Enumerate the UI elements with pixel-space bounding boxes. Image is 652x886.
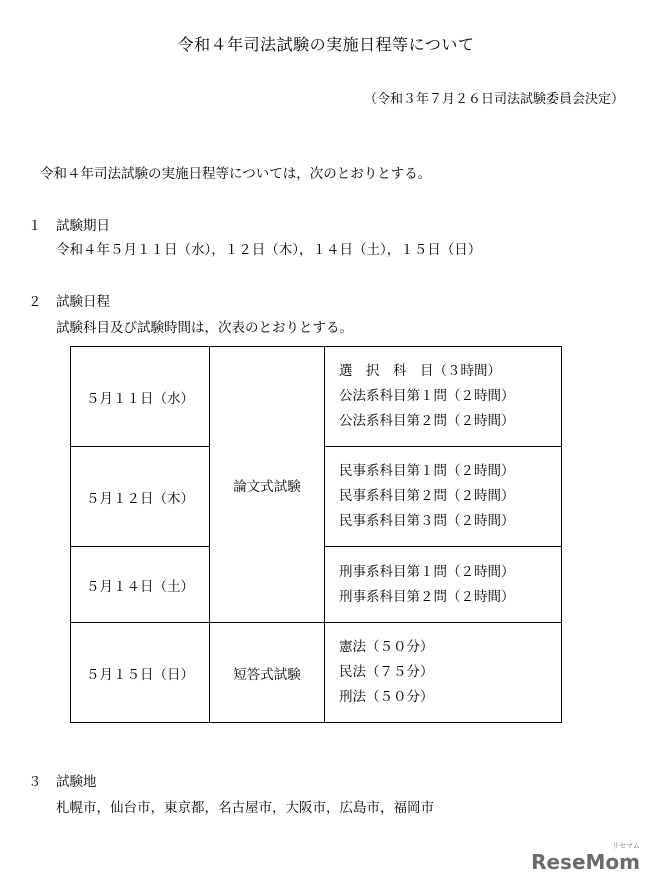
exam-date: ５月１２日（木） bbox=[71, 447, 210, 547]
subject-item: 民法（７５分） bbox=[339, 664, 434, 680]
section-3-number: ３ bbox=[28, 774, 42, 790]
exam-type-short-answer: 短答式試験 bbox=[210, 623, 325, 723]
subject-list bbox=[325, 547, 562, 623]
exam-date: ５月１１日（水） bbox=[71, 347, 210, 447]
subject-list bbox=[325, 623, 562, 723]
subject-item: 公法系科目第１問（２時間） bbox=[339, 388, 515, 404]
document-title: 令和４年司法試験の実施日程等について bbox=[177, 35, 475, 54]
subject-item: 民事系科目第２問（２時間） bbox=[339, 488, 515, 504]
decision-note: （令和３年７月２６日司法試験委員会決定） bbox=[363, 92, 624, 107]
subject-list bbox=[325, 347, 562, 447]
subject-list bbox=[325, 447, 562, 547]
logo-text: ReseMom bbox=[531, 850, 640, 874]
subject-item: 刑法（５０分） bbox=[339, 689, 434, 705]
exam-date: ５月１４日（土） bbox=[71, 547, 210, 623]
section-3-body: 札幌市，仙台市，東京都，名古屋市，大阪市，広島市，福岡市 bbox=[56, 800, 434, 816]
subject-item: 選 択 科 目（３時間） bbox=[339, 363, 501, 379]
subject-item: 公法系科目第２問（２時間） bbox=[339, 413, 515, 429]
section-1-heading: 試験期日 bbox=[56, 218, 110, 234]
schedule-table bbox=[70, 346, 562, 723]
logo-subtext: リセマム bbox=[612, 842, 640, 850]
exam-type-essay: 論文式試験 bbox=[210, 347, 325, 623]
intro-text: 令和４年司法試験の実施日程等については，次のとおりとする。 bbox=[40, 166, 432, 182]
exam-date: ５月１５日（日） bbox=[71, 623, 210, 723]
table-row bbox=[71, 623, 562, 723]
section-3-heading: 試験地 bbox=[56, 774, 97, 790]
section-2-heading: 試験日程 bbox=[56, 294, 110, 310]
section-2-number: ２ bbox=[28, 294, 42, 310]
section-1-body: 令和４年５月１１日（水），１２日（木），１４日（土），１５日（日） bbox=[56, 242, 482, 258]
section-1-number: １ bbox=[28, 218, 42, 234]
resemom-logo bbox=[531, 842, 640, 874]
subject-item: 民事系科目第３問（２時間） bbox=[339, 513, 515, 529]
subject-item: 刑事系科目第２問（２時間） bbox=[339, 588, 515, 605]
subject-item: 民事系科目第１問（２時間） bbox=[339, 463, 515, 479]
subject-item: 刑事系科目第１問（２時間） bbox=[339, 563, 515, 580]
table-row bbox=[71, 347, 562, 447]
section-2-body: 試験科目及び試験時間は，次表のとおりとする。 bbox=[56, 320, 353, 336]
subject-item: 憲法（５０分） bbox=[339, 639, 434, 655]
